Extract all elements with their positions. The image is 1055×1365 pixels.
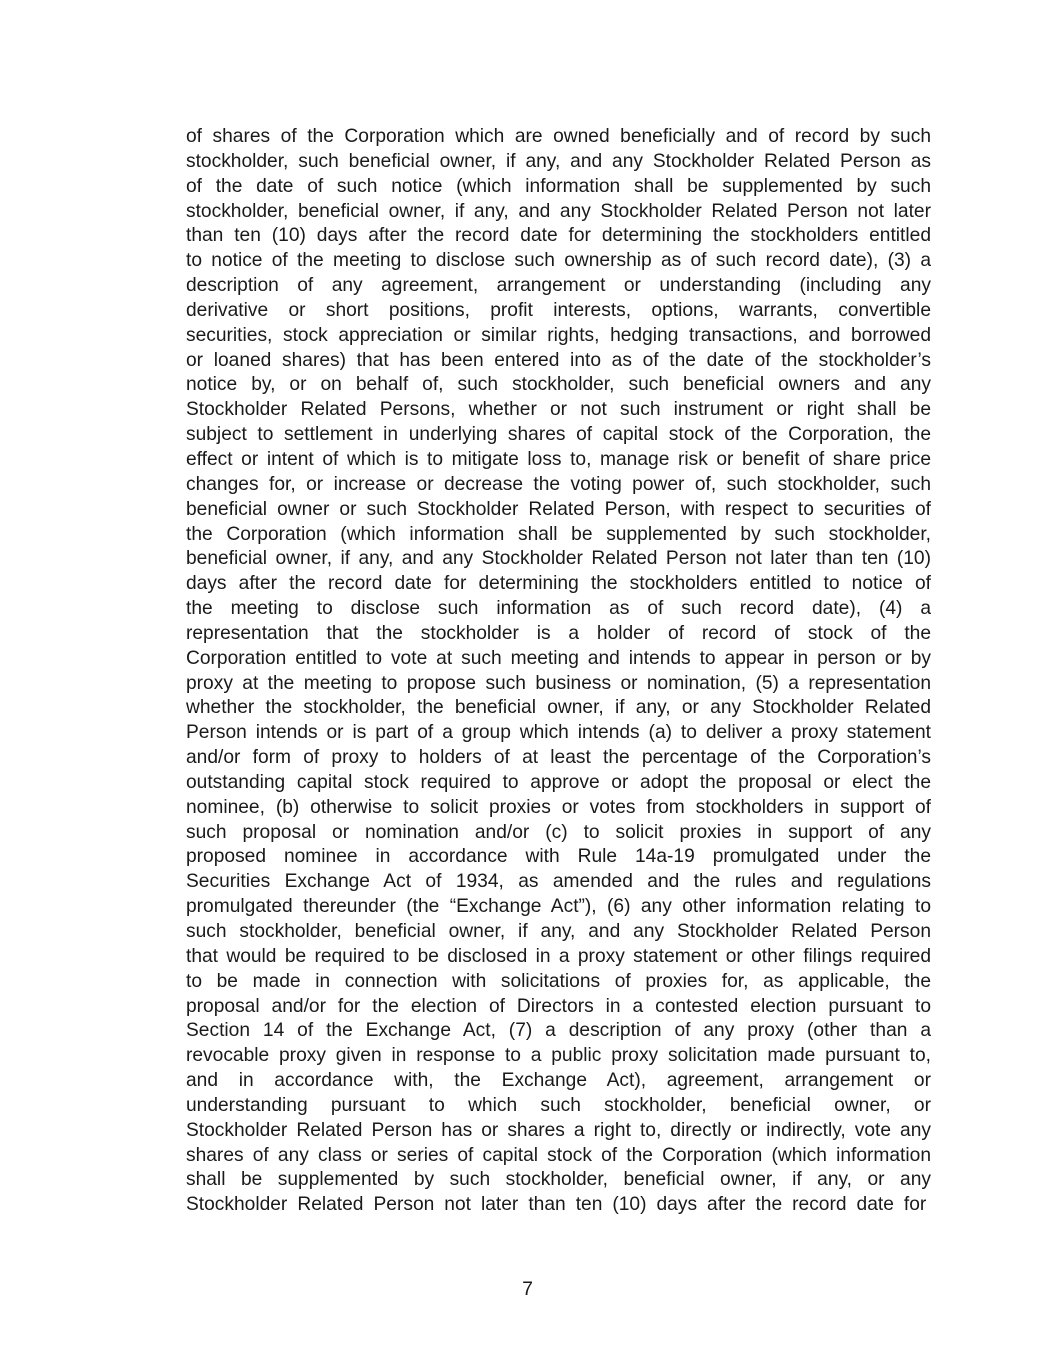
text-line: revocable proxy given in response to a public proxy solicitation made pursuant to, — [186, 1045, 931, 1067]
text-line: stockholder, such beneficial owner, if any, and any Stockholder Related Person as — [186, 150, 931, 172]
text-line: and/or form of proxy to holders of at least the percentage of the Corporation’s — [186, 747, 931, 769]
text-line: changes for, or increase or decrease the voting power of, such stockholder, such — [186, 473, 931, 495]
text-line: effect or intent of which is to mitigate loss to, manage risk or benefit of share price — [186, 448, 931, 470]
text-line: Section 14 of the Exchange Act, (7) a description of any proxy (other than a — [186, 1020, 931, 1042]
text-line: understanding pursuant to which such stockholder, beneficial owner, or — [186, 1094, 931, 1116]
text-line: Stockholder Related Person has or shares a right to, directly or indirectly, vote any — [186, 1119, 931, 1141]
text-line: and in accordance with, the Exchange Act), agreement, arrangement or — [186, 1070, 931, 1092]
text-line: such proposal or nomination and/or (c) to solicit proxies in support of any — [186, 821, 931, 843]
text-line: proxy at the meeting to propose such business or nomination, (5) a representation — [186, 672, 931, 694]
text-line: representation that the stockholder is a holder of record of stock of the — [186, 622, 931, 644]
text-line: shall be supplemented by such stockholder, beneficial owner, if any, or any — [186, 1169, 931, 1191]
text-line: the Corporation (which information shall be supplemented by such stockholder, — [186, 523, 931, 545]
text-line: than ten (10) days after the record date for determining the stockholders entitled — [186, 225, 931, 247]
text-line: subject to settlement in underlying shares of capital stock of the Corporation, the — [186, 424, 931, 446]
text-line: the meeting to disclose such information as of such record date), (4) a — [186, 598, 931, 620]
text-line: of shares of the Corporation which are owned beneficially and of record by such — [186, 126, 931, 147]
text-line: stockholder, beneficial owner, if any, and any Stockholder Related Person not later — [186, 200, 931, 222]
text-line: Corporation entitled to vote at such meeting and intends to appear in person or by — [186, 647, 931, 669]
body-paragraph — [186, 125, 931, 1218]
text-line: nominee, (b) otherwise to solicit proxies or votes from stockholders in support of — [186, 796, 931, 818]
text-line: derivative or short positions, profit interests, options, warrants, convertible — [186, 299, 931, 321]
text-line: that would be required to be disclosed in a proxy statement or other filings required — [186, 945, 931, 967]
text-line: to notice of the meeting to disclose such ownership as of such record date), (3) a — [186, 250, 931, 272]
text-line: description of any agreement, arrangement or understanding (including any — [186, 275, 931, 297]
text-line: to be made in connection with solicitations of proxies for, as applicable, the — [186, 970, 931, 992]
text-line: Stockholder Related Persons, whether or not such instrument or right shall be — [186, 399, 931, 421]
text-line: or loaned shares) that has been entered into as of the date of the stockholder’s — [186, 349, 931, 371]
text-line: Securities Exchange Act of 1934, as amended and the rules and regulations — [186, 871, 931, 893]
text-line: promulgated thereunder (the “Exchange Act”), (6) any other information relating to — [186, 896, 931, 918]
text-line: of the date of such notice (which information shall be supplemented by such — [186, 175, 931, 197]
text-line: proposed nominee in accordance with Rule 14a-19 promulgated under the — [186, 846, 931, 868]
page-number: 7 — [522, 1278, 533, 1300]
text-line: such stockholder, beneficial owner, if any, and any Stockholder Related Person — [186, 921, 931, 942]
text-line: securities, stock appreciation or similar rights, hedging transactions, and borrowed — [186, 324, 931, 346]
text-line: outstanding capital stock required to approve or adopt the proposal or elect the — [186, 771, 931, 793]
text-line: beneficial owner, if any, and any Stockholder Related Person not later than ten (10) — [186, 548, 931, 570]
text-line: notice by, or on behalf of, such stockholder, such beneficial owners and any — [186, 374, 931, 396]
text-line: whether the stockholder, the beneficial owner, if any, or any Stockholder Related — [186, 697, 931, 719]
text-line: Person intends or is part of a group which intends (a) to deliver a proxy statement — [186, 722, 931, 744]
text-line: Stockholder Related Person not later than ten (10) days after the record date for — [186, 1194, 927, 1216]
text-line: shares of any class or series of capital stock of the Corporation (which information — [186, 1144, 931, 1166]
text-line: proposal and/or for the election of Directors in a contested election pursuant to — [186, 995, 931, 1017]
text-line: days after the record date for determining the stockholders entitled to notice of — [186, 573, 931, 595]
text-line: beneficial owner or such Stockholder Related Person, with respect to securities of — [186, 498, 931, 520]
